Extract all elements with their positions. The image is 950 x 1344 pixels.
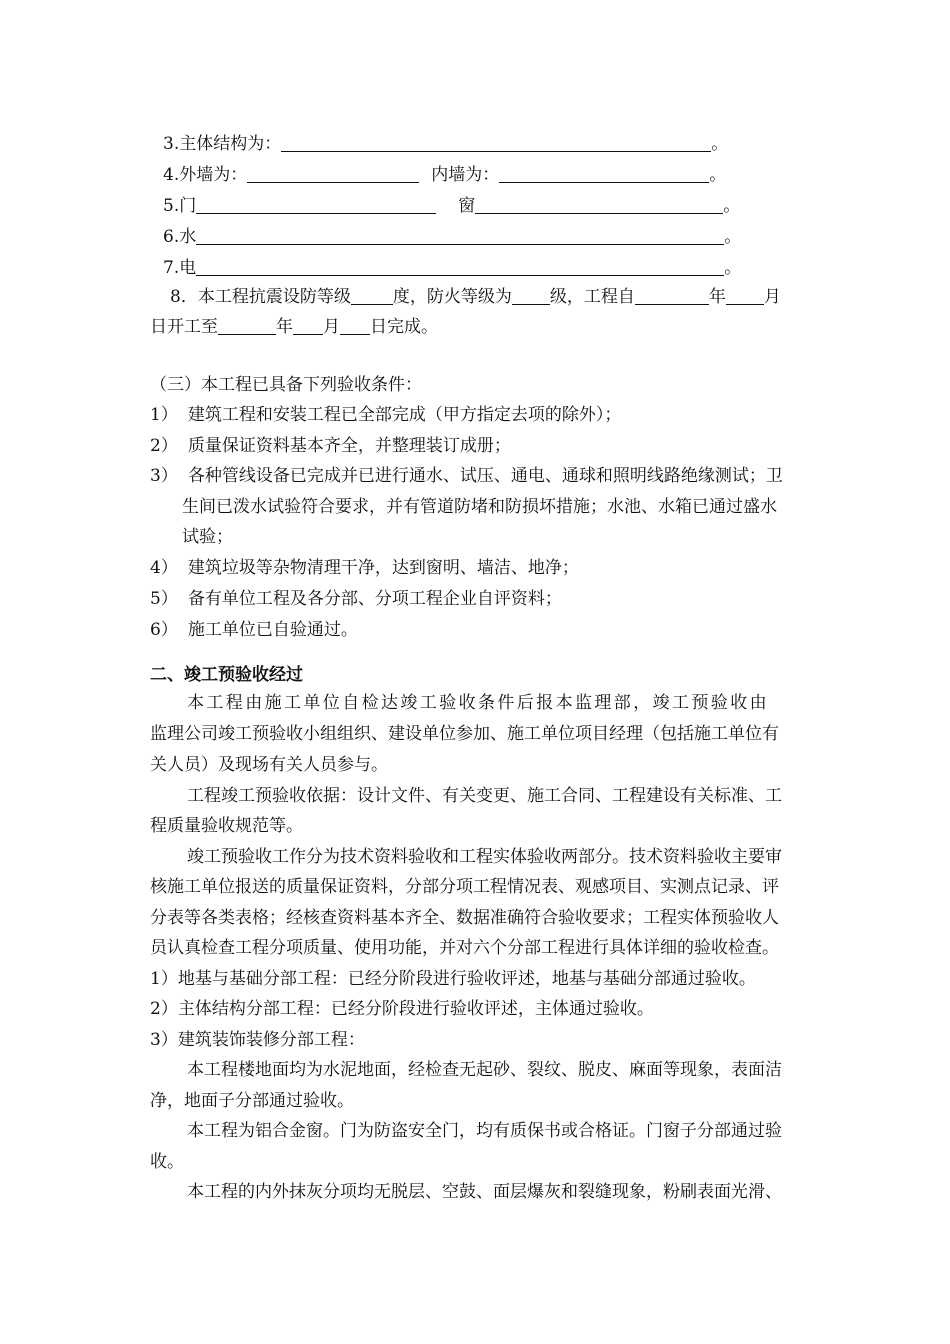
form-item-4: 4.外墙为： 内墙为： 。 (163, 165, 727, 185)
form-item-8-cont: 日开工至 年 月 日完成。 (150, 317, 438, 337)
paragraph-line: 程质量验收规范等。 (150, 816, 303, 836)
fill-blank[interactable] (196, 228, 724, 245)
paragraph-line: 本工程楼地面均为水泥地面，经检查无起砂、裂纹、脱皮、麻面等现象，表面洁 (187, 1060, 782, 1080)
paragraph-line: 3）建筑装饰装修分部工程： (150, 1030, 365, 1050)
paragraph-line: 本工程由施工单位自检达竣工验收条件后报本监理部，竣工预验收由 (187, 693, 769, 713)
paragraph-line: 核施工单位报送的质量保证资料，分部分项工程情况表、观感项目、实测点记录、评 (150, 877, 779, 897)
fill-blank[interactable] (475, 197, 723, 214)
fill-blank[interactable] (340, 318, 370, 335)
paragraph-line: 本工程为铝合金窗。门为防盗安全门，均有质保书或合格证。门窗子分部通过验 (187, 1121, 782, 1141)
form-label: 窗 (458, 196, 476, 216)
fill-blank[interactable] (196, 259, 724, 276)
form-label: 3.主体结构为： (163, 134, 282, 154)
paragraph-line: 监理公司竣工预验收小组组织、建设单位参加、施工单位项目经理（包括施工单位有 (150, 724, 779, 744)
list-item-cont: 试验； (182, 527, 233, 547)
paragraph-line: 收。 (150, 1152, 184, 1172)
fill-blank[interactable] (635, 288, 709, 305)
form-label: 内墙为： (431, 165, 500, 185)
form-label: 6.水 (163, 227, 197, 247)
section-heading: 二、竣工预验收经过 (150, 665, 303, 685)
paragraph-line: 分表等各类表格；经核查资料基本齐全、数据准确符合验收要求；工程实体预验收人 (150, 908, 779, 928)
fill-blank[interactable] (351, 288, 393, 305)
list-item: 3） 各种管线设备已完成并已进行通水、试压、通电、通球和照明线路绝缘测试；卫 (150, 466, 783, 486)
list-item: 6） 施工单位已自验通过。 (150, 620, 358, 640)
paragraph-line: 本工程的内外抹灰分项均无脱层、空鼓、面层爆灰和裂缝现象，粉刷表面光滑、 (187, 1182, 782, 1202)
form-label: 4.外墙为： (163, 165, 248, 185)
list-item-cont: 生间已泼水试验符合要求，并有管道防堵和防损坏措施；水池、水箱已通过盛水 (182, 497, 777, 517)
fill-blank[interactable] (512, 288, 550, 305)
fill-blank[interactable] (281, 135, 711, 152)
form-item-6: 6.水 。 (163, 227, 742, 247)
paragraph-line: 竣工预验收工作分为技术资料验收和工程实体验收两部分。技术资料验收主要审 (187, 847, 782, 867)
list-item: 1） 建筑工程和安装工程已全部完成（甲方指定去项的除外）； (150, 405, 622, 425)
paragraph-line: 员认真检查工程分项质量、使用功能，并对六个分部工程进行具体详细的验收检查。 (150, 938, 779, 958)
paragraph-line: 2）主体结构分部工程：已经分阶段进行验收评述，主体通过验收。 (150, 999, 654, 1019)
list-item: 5） 备有单位工程及各分部、分项工程企业自评资料； (150, 589, 562, 609)
fill-blank[interactable] (499, 166, 709, 183)
fill-blank[interactable] (196, 197, 436, 214)
conditions-heading: （三）本工程已具备下列验收条件： (150, 375, 422, 395)
fill-blank[interactable] (726, 288, 764, 305)
form-item-5: 5.门 窗 。 (163, 196, 741, 216)
form-item-3: 3.主体结构为： 。 (163, 134, 729, 154)
paragraph-line: 净，地面子分部通过验收。 (150, 1091, 354, 1111)
list-item: 2） 质量保证资料基本齐全，并整理装订成册； (150, 436, 511, 456)
form-label: 5.门 (163, 196, 197, 216)
paragraph-line: 关人员）及现场有关人员参与。 (150, 755, 388, 775)
paragraph-line: 工程竣工预验收依据：设计文件、有关变更、施工合同、工程建设有关标准、工 (187, 786, 782, 806)
fill-blank[interactable] (218, 318, 276, 335)
fill-blank[interactable] (293, 318, 323, 335)
form-item-8: 8．本工程抗震设防等级 度，防火等级为 级，工程自 年 月 (170, 287, 781, 307)
fill-blank[interactable] (247, 166, 419, 183)
list-item: 4） 建筑垃圾等杂物清理干净，达到窗明、墙洁、地净； (150, 558, 579, 578)
paragraph-line: 1）地基与基础分部工程：已经分阶段进行验收评述，地基与基础分部通过验收。 (150, 969, 756, 989)
form-label: 7.电 (163, 258, 197, 278)
form-item-7: 7.电 。 (163, 258, 742, 278)
